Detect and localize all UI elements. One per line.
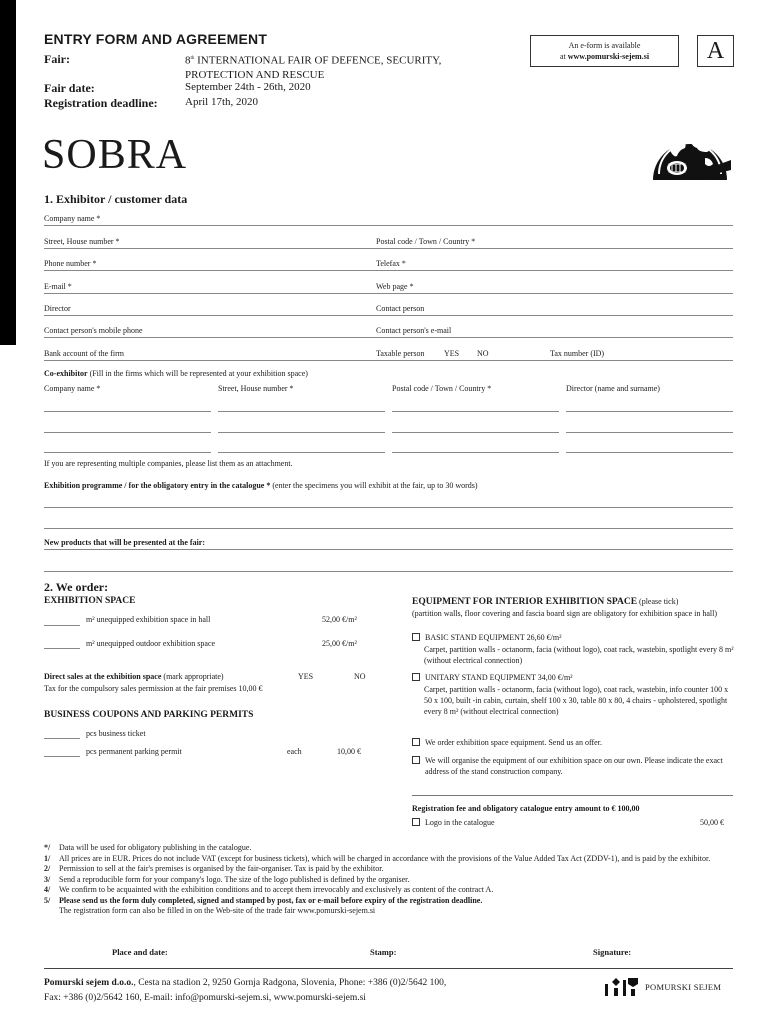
telefax-label: Telefax * <box>376 259 406 268</box>
co-col-street: Street, House number * <box>218 384 294 393</box>
taxable-label: Taxable person <box>376 349 425 358</box>
footer-logo-text: POMURSKI SEJEM <box>645 982 722 992</box>
parking-price: 10,00 € <box>337 747 361 756</box>
phone-label: Phone number * <box>44 259 97 268</box>
direct-sales-label: Direct sales at the exhibition space (mark appropriate) <box>44 672 224 681</box>
sobra-emblem-icon <box>647 118 733 188</box>
contract-letter-box <box>697 35 734 67</box>
deadline-value: April 17th, 2020 <box>185 96 259 108</box>
basic-stand-desc: Carpet, partition walls - octanorm, facia (without logo), coat rack, wastebin, spotlight every 8 m² (without electrical connection) <box>424 645 734 665</box>
sales-tax-line: Tax for the compulsory sales permission at the fair premises 10,00 € <box>44 684 263 693</box>
company-name-field[interactable] <box>44 225 733 226</box>
contract-letter: A <box>706 38 725 64</box>
note-item: 3/ Send a reproducible form for your company's logo. The size of the logo published is defined by the organiser. <box>44 874 410 884</box>
basic-stand-checkbox[interactable] <box>412 633 420 641</box>
postal-label: Postal code / Town / Country * <box>376 237 476 246</box>
order-equipment-option[interactable]: We order exhibition space equipment. Send us an offer. <box>412 737 734 748</box>
coupons-heading: BUSINESS COUPONS AND PARKING PERMITS <box>44 710 254 720</box>
fair-value: 8th INTERNATIONAL FAIR OF DEFENCE, SECURITY, PROTECTION AND RESCUE <box>185 54 442 81</box>
taxable-yes[interactable]: YES <box>444 349 460 358</box>
own-equipment-option[interactable]: We will organise the equipment of our exhibition space on our own. Please indicate the exact address of the stand construction company. <box>412 755 734 777</box>
new-products-label: New products that will be presented at the fair: <box>44 538 206 547</box>
note-item: 5/ Please send us the form duly completed, signed and stamped by post, fax or e-mail before expiry of the registration deadline. <box>44 895 483 905</box>
co-row1-director[interactable] <box>566 411 733 412</box>
equipment-note: (partition walls, floor covering and fascia board sign are obligatory for exhibition space in hall) <box>412 609 718 618</box>
co-col-director: Director (name and surname) <box>566 384 660 393</box>
co-row1-street[interactable] <box>218 411 385 412</box>
footer-address: Pomurski sejem d.o.o., Cesta na stadion 2, 9250 Gornja Radgona, Slovenia, Phone: +386 (0)2/5642 100, Fax: +386 (0)2/5642 160, E-mail: info@pomurski-sejem.si, www.pomurski-sejem.si <box>44 978 447 1003</box>
street-label: Street, House number * <box>44 237 120 246</box>
programme-field-2[interactable] <box>44 528 733 529</box>
note-item: The registration form can also be filled in on the Web-site of the trade fair www.pomurski-sejem.si <box>59 906 376 915</box>
exhibition-space-heading: EXHIBITION SPACE <box>44 596 136 606</box>
contact-label: Contact person <box>376 304 425 313</box>
note-item: 2/ Permission to sell at the fair's premises is organised by the fair-organiser. Tax is paid by the exhibitor. <box>44 864 384 873</box>
multiple-companies-note: If you are representing multiple companies, please list them as an attachment. <box>44 459 293 468</box>
equipment-heading: EQUIPMENT FOR INTERIOR EXHIBITION SPACE (please tick) <box>412 597 679 607</box>
programme-field-1[interactable] <box>44 507 733 508</box>
signature-label: Signature: <box>593 947 632 957</box>
tax-number-label: Tax number (ID) <box>550 349 605 358</box>
deadline-label: Registration deadline: <box>44 96 158 110</box>
co-row3-company[interactable] <box>44 452 211 453</box>
fair-date-label: Fair date: <box>44 81 95 95</box>
parking-label: pcs permanent parking permit <box>86 747 182 756</box>
hall-price: 52,00 €/m² <box>322 615 357 624</box>
co-row3-postal[interactable] <box>392 452 559 453</box>
order-equipment-checkbox[interactable] <box>412 738 420 746</box>
unitary-stand-checkbox[interactable] <box>412 673 420 681</box>
new-products-field-1[interactable] <box>44 549 733 550</box>
taxable-no[interactable]: NO <box>477 349 489 358</box>
director-field[interactable] <box>44 315 733 316</box>
form-title: ENTRY FORM AND AGREEMENT <box>44 31 268 47</box>
co-row1-postal[interactable] <box>392 411 559 412</box>
contact-mobile-label: Contact person's mobile phone <box>44 326 143 335</box>
left-edge-bar <box>0 0 16 345</box>
parking-qty[interactable] <box>44 756 80 757</box>
stamp-label: Stamp: <box>370 947 397 957</box>
contact-mobile-field[interactable] <box>44 337 733 338</box>
section2-heading: 2. We order: <box>44 580 109 594</box>
parking-each: each <box>287 747 302 756</box>
unitary-stand-option[interactable]: UNITARY STAND EQUIPMENT 34,00 €/m² <box>412 672 734 683</box>
section1-heading: 1. Exhibitor / customer data <box>44 192 188 206</box>
web-label: Web page * <box>376 282 414 291</box>
reg-fee-line: Registration fee and obligatory catalogue entry amount to € 100,00 <box>412 804 640 813</box>
outdoor-label: m² unequipped outdoor exhibition space <box>86 639 216 648</box>
eform-link-line: at www.pomurski-sejem.si <box>559 52 650 61</box>
footer-divider <box>44 968 733 969</box>
basic-stand-option[interactable]: BASIC STAND EQUIPMENT 26,60 €/m² <box>412 632 734 643</box>
bank-field[interactable] <box>44 360 733 361</box>
hall-qty-field[interactable] <box>44 625 80 626</box>
unitary-stand-desc: Carpet, partition walls - octanorm, facia (without logo), coat rack, wastebin, info counter 100 x 50 x 100, built -in cabin, curtain, shelf 100 x 30, table 80 x 80, 4 chairs - upholstered, spotlight every 8 m² (without electrical connection) <box>424 685 729 716</box>
brand-name: SOBRA <box>42 132 188 178</box>
logo-price: 50,00 € <box>700 818 724 827</box>
co-col-company: Company name * <box>44 384 101 393</box>
director-label: Director <box>44 304 71 313</box>
logo-checkbox[interactable] <box>412 818 420 826</box>
co-row3-street[interactable] <box>218 452 385 453</box>
company-name-label: Company name * <box>44 214 101 223</box>
fair-date-value: September 24th - 26th, 2020 <box>185 81 311 93</box>
bank-label: Bank account of the firm <box>44 349 124 358</box>
outdoor-price: 25,00 €/m² <box>322 639 357 648</box>
eform-text: An e-form is available <box>568 41 641 50</box>
co-row2-company[interactable] <box>44 432 211 433</box>
notes-list <box>44 843 736 917</box>
contact-email-label: Contact person's e-mail <box>376 326 452 335</box>
own-equipment-checkbox[interactable] <box>412 756 420 764</box>
programme-heading: Exhibition programme / for the obligatory entry in the catalogue * (enter the specimens you will exhibit at the fair, up to 30 words) <box>44 481 478 490</box>
new-products-field-2[interactable] <box>44 571 733 572</box>
direct-sales-no[interactable]: NO <box>354 672 366 681</box>
logo-option[interactable]: Logo in the catalogue <box>412 817 495 828</box>
co-col-postal: Postal code / Town / Country * <box>392 384 492 393</box>
outdoor-qty-field[interactable] <box>44 648 80 649</box>
phone-field[interactable] <box>44 270 733 271</box>
pomurski-sejem-logo-icon <box>604 976 640 998</box>
note-item: 4/ We confirm to be acquainted with the exhibition conditions and to accept them irrevocably and exclusively as content of the contract A. <box>44 885 494 894</box>
coexhibitor-heading: Co-exhibitor (Fill in the firms which will be represented at your exhibition space) <box>44 369 308 378</box>
direct-sales-yes[interactable]: YES <box>298 672 314 681</box>
eform-box[interactable] <box>530 35 679 67</box>
co-row2-director[interactable] <box>566 432 733 433</box>
note-item: 1/ All prices are in EUR. Prices do not include VAT (except for business tickets), which will be charged in accordance with the provisions of the Value Added Tax Act (ZDDV-1), and is paid by the exhibitor. <box>44 853 711 863</box>
street-field[interactable] <box>44 248 733 249</box>
co-row1-company[interactable] <box>44 411 211 412</box>
fair-label: Fair: <box>44 52 70 66</box>
email-field[interactable] <box>44 293 733 294</box>
co-row3-director[interactable] <box>566 452 733 453</box>
co-row2-street[interactable] <box>218 432 385 433</box>
hall-label: m² unequipped exhibition space in hall <box>86 615 211 624</box>
place-date-label: Place and date: <box>112 947 168 957</box>
co-row2-postal[interactable] <box>392 432 559 433</box>
business-ticket-qty[interactable] <box>44 738 80 739</box>
eform-link[interactable]: www.pomurski-sejem.si <box>567 52 650 61</box>
email-label: E-mail * <box>44 282 72 291</box>
business-ticket-label: pcs business ticket <box>86 729 146 738</box>
reg-fee-divider <box>412 795 733 796</box>
note-item: */ Data will be used for obligatory publishing in the catalogue. <box>44 843 252 852</box>
